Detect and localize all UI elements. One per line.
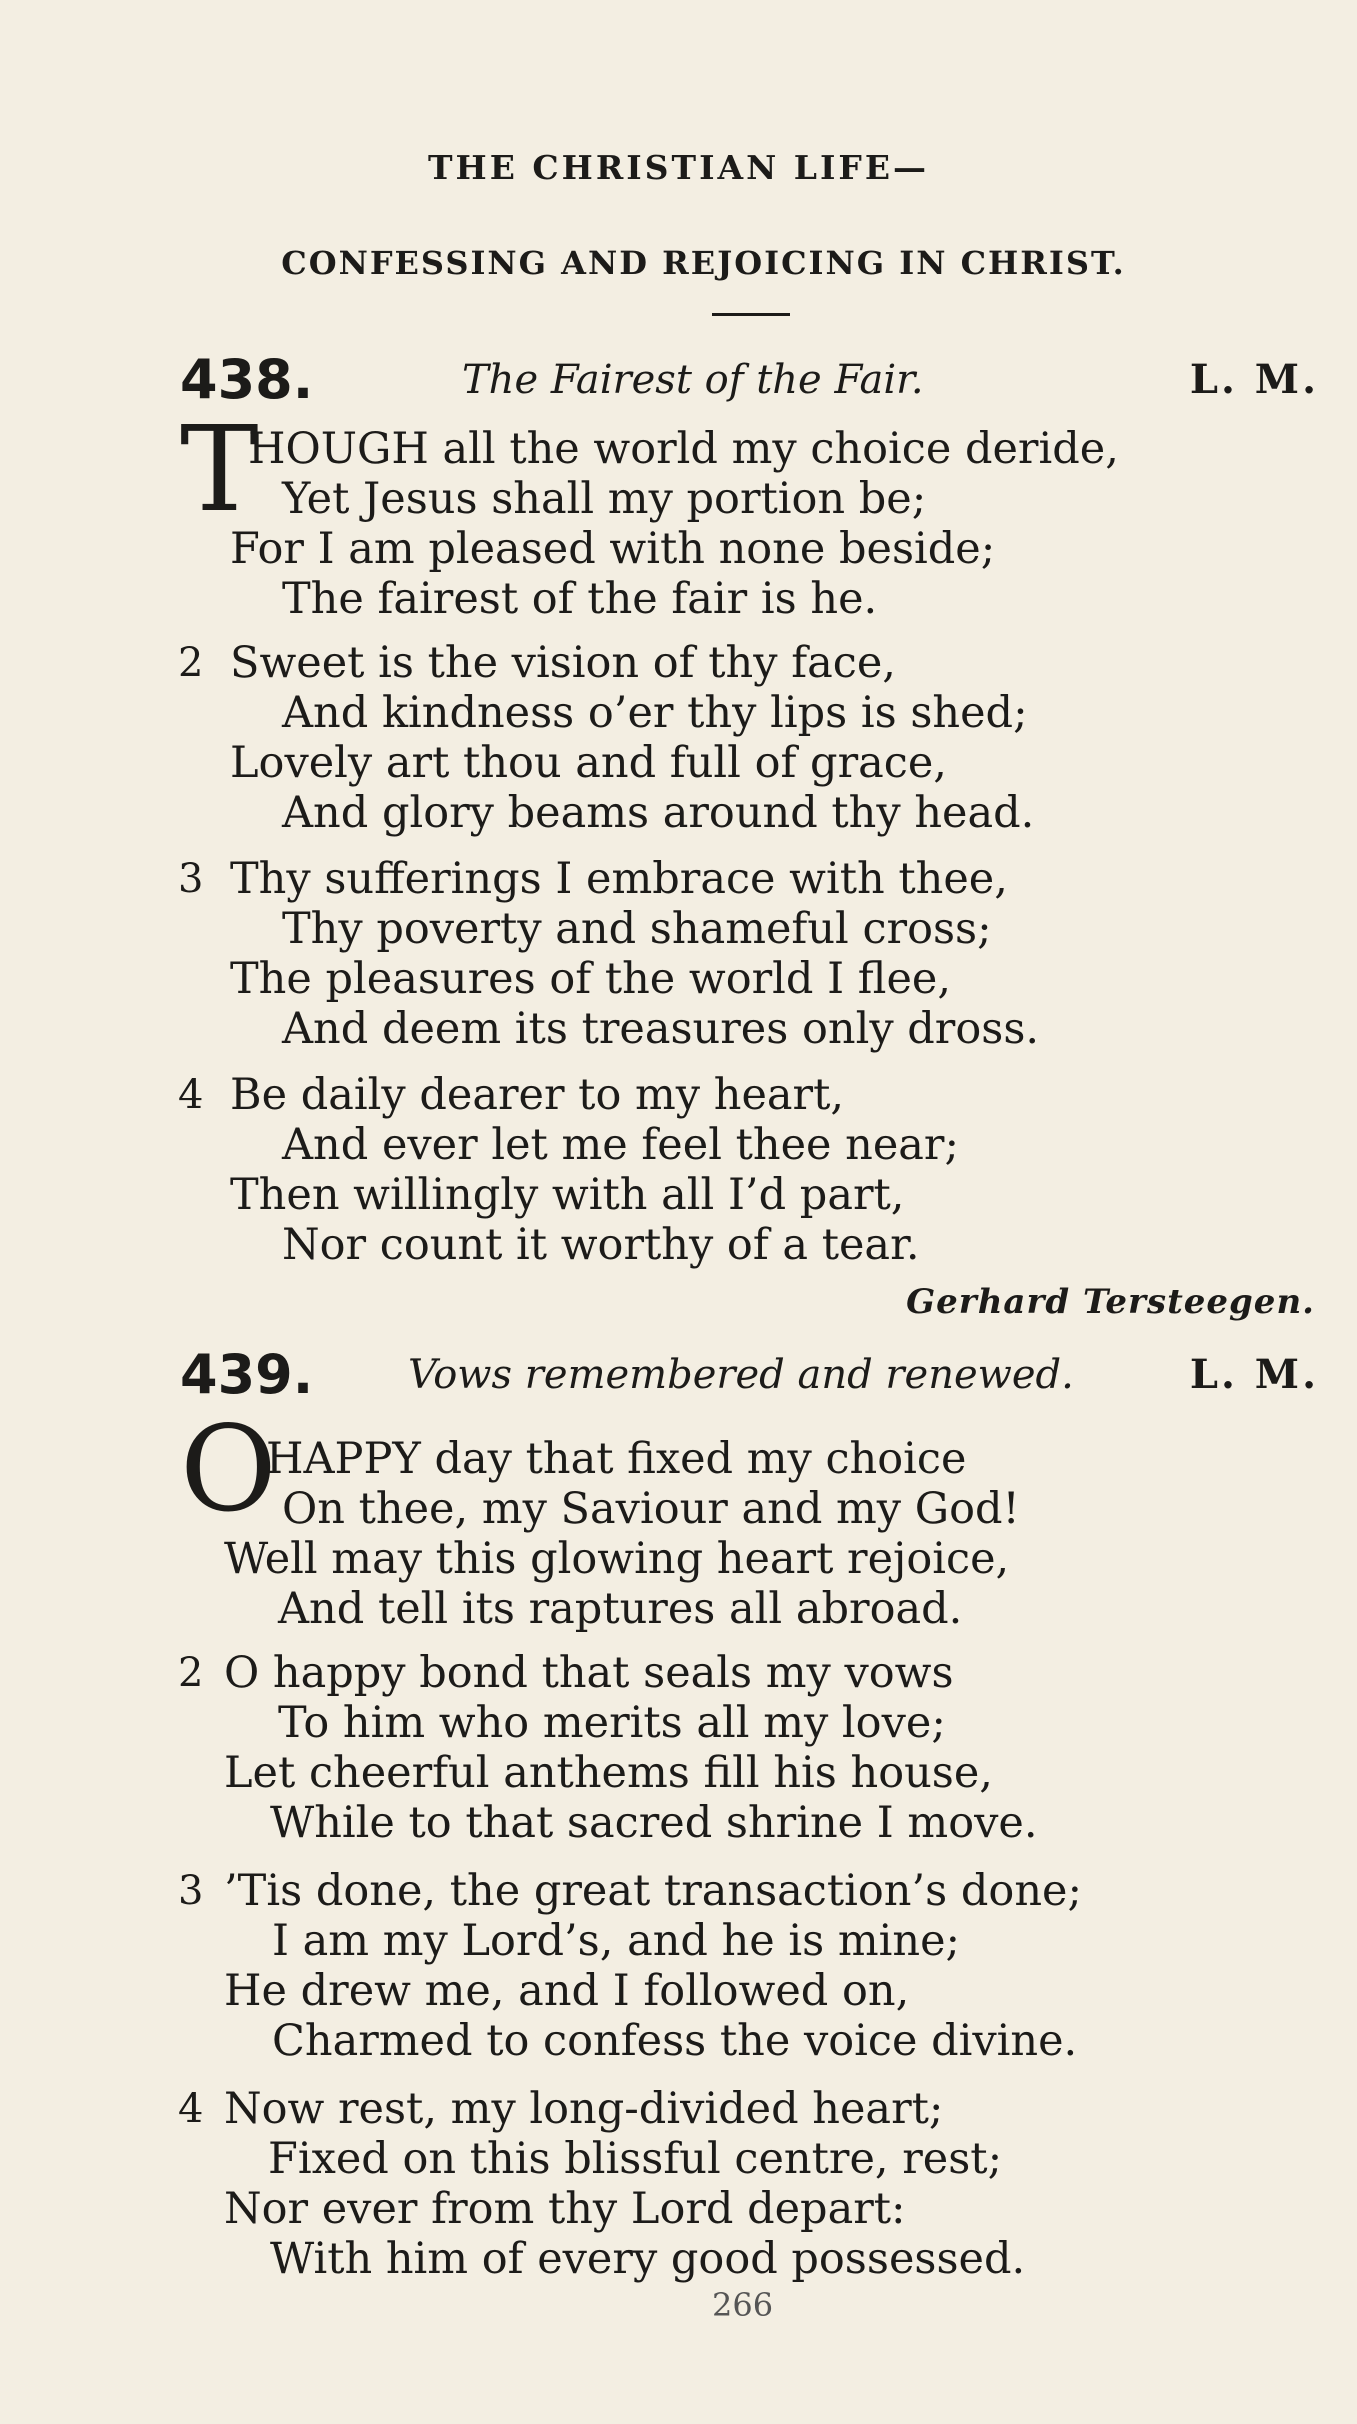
verse-number: 2 xyxy=(178,1650,204,1696)
verse-line: Lovely art thou and full of grace, xyxy=(230,738,947,788)
verse-line: For I am pleased with none beside; xyxy=(230,524,996,574)
verse-line: Be daily dearer to my heart, xyxy=(230,1070,845,1120)
verse-line: And tell its raptures all abroad. xyxy=(278,1584,963,1634)
hymn-439-header xyxy=(0,1345,1357,1405)
verse-line: While to that sacred shrine I move. xyxy=(270,1798,1038,1848)
verse-line: Thy poverty and shameful cross; xyxy=(282,904,992,954)
verse-line: Yet Jesus shall my portion be; xyxy=(282,474,927,524)
subsection-heading: CONFESSING AND REJOICING IN CHRIST. xyxy=(281,244,1126,282)
hymn-title: The Fairest of the Fair. xyxy=(462,357,924,403)
verse-line: Thy sufferings I embrace with thee, xyxy=(230,854,1008,904)
verse-line: Well may this glowing heart rejoice, xyxy=(224,1534,1010,1584)
verse-line: I am my Lord’s, and he is mine; xyxy=(272,1916,961,1966)
verse-number: 4 xyxy=(178,2086,204,2132)
verse-line: Nor ever from thy Lord depart: xyxy=(224,2184,906,2234)
verse-line: To him who merits all my love; xyxy=(278,1698,946,1748)
verse-line: Then willingly with all I’d part, xyxy=(230,1170,905,1220)
hymn-meter: L. M. xyxy=(1189,356,1319,403)
page-number: 266 xyxy=(712,2286,774,2324)
hymn-number: 438. xyxy=(180,348,314,411)
verse-line: He drew me, and I followed on, xyxy=(224,1966,910,2016)
verse-line: Now rest, my long-divided heart; xyxy=(224,2084,944,2134)
verse-line: And kindness o’er thy lips is shed; xyxy=(282,688,1028,738)
hymn-author: Gerhard Tersteegen. xyxy=(906,1282,1315,1322)
verse-line: And ever let me feel thee near; xyxy=(282,1120,959,1170)
verse-line: Sweet is the vision of thy face, xyxy=(230,638,896,688)
hymn-meter: L. M. xyxy=(1189,1351,1319,1398)
drop-cap: T xyxy=(180,400,259,538)
verse-line: The pleasures of the world I flee, xyxy=(230,954,952,1004)
verse-number: 3 xyxy=(178,1868,204,1914)
verse-line: HOUGH all the world my choice deride, xyxy=(248,424,1119,474)
verse-number: 4 xyxy=(178,1072,204,1118)
section-heading: THE CHRISTIAN LIFE— xyxy=(428,148,929,187)
verse-line: Fixed on this blissful centre, rest; xyxy=(268,2134,1003,2184)
verse-line: With him of every good possessed. xyxy=(270,2234,1026,2284)
verse-line: And glory beams around thy head. xyxy=(282,788,1035,838)
verse-number: 3 xyxy=(178,856,204,902)
verse-line: On thee, my Saviour and my God! xyxy=(282,1484,1020,1534)
hymn-title: Vows remembered and renewed. xyxy=(408,1352,1074,1398)
verse-line: And deem its treasures only dross. xyxy=(282,1004,1040,1054)
hymn-number: 439. xyxy=(180,1343,314,1406)
verse-line: ’Tis done, the great transaction’s done; xyxy=(224,1866,1082,1916)
verse-line: Let cheerful anthems fill his house, xyxy=(224,1748,993,1798)
verse-line: HAPPY day that fixed my choice xyxy=(266,1434,967,1484)
verse-line: Charmed to confess the voice divine. xyxy=(272,2016,1078,2066)
drop-cap: O xyxy=(180,1400,277,1538)
verse-number: 2 xyxy=(178,640,204,686)
divider-rule xyxy=(712,313,790,316)
verse-line: The fairest of the fair is he. xyxy=(282,574,878,624)
verse-line: Nor count it worthy of a tear. xyxy=(282,1220,920,1270)
verse-line: O happy bond that seals my vows xyxy=(224,1648,954,1698)
